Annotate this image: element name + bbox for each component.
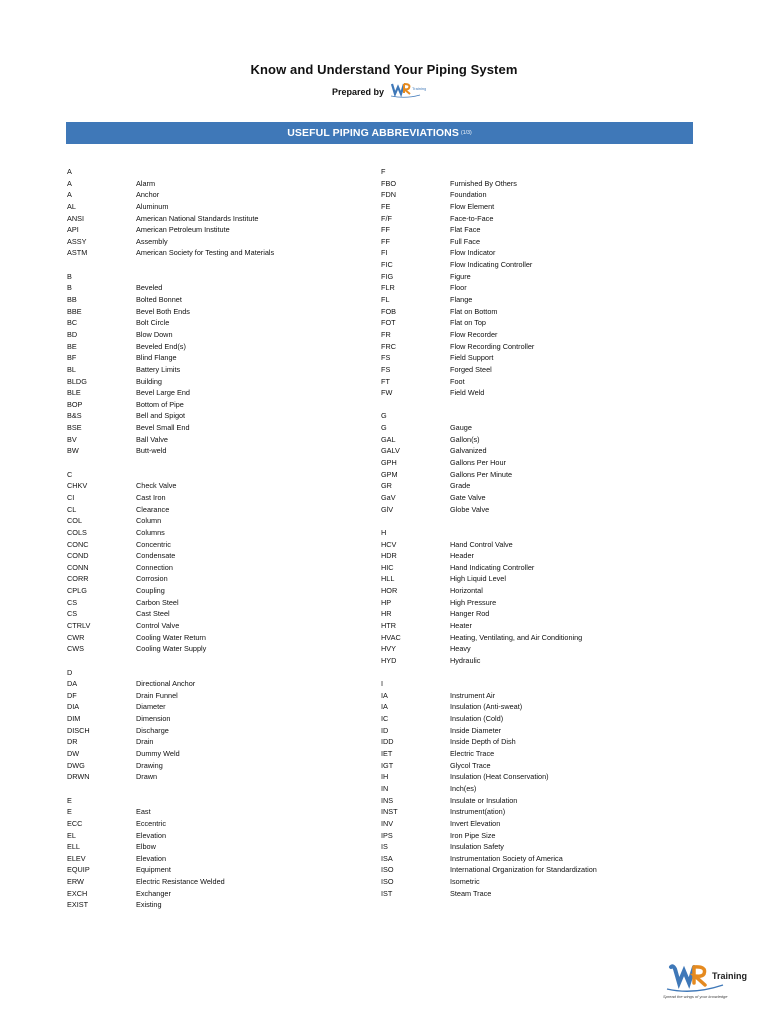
svg-text:Training: Training <box>412 86 426 91</box>
abbreviation-code: BSE <box>67 423 82 433</box>
abbreviation-code: EXIST <box>67 900 89 910</box>
abbreviation-meaning: Coupling <box>136 586 165 596</box>
abbreviation-meaning: Flow Indicating Controller <box>450 260 533 270</box>
abbreviation-meaning: Electric Trace <box>450 749 495 759</box>
abbreviation-meaning: Hydraulic <box>450 655 481 665</box>
abbreviation-code: FL <box>381 295 390 305</box>
abbreviation-code: BC <box>67 318 78 328</box>
abbreviation-code: CWR <box>67 632 85 642</box>
abbreviation-meaning: Flange <box>450 295 473 305</box>
abbreviation-meaning: Figure <box>450 271 471 281</box>
abbreviation-meaning: Insulation (Anti-sweat) <box>450 702 523 712</box>
abbreviation-meaning: Blind Flange <box>136 353 177 363</box>
abbreviation-meaning: Drawn <box>136 772 158 782</box>
document-title: Know and Understand Your Piping System <box>250 62 518 77</box>
abbreviation-meaning: Inside Depth of Dish <box>450 737 516 747</box>
abbreviation-meaning: Column <box>136 516 162 526</box>
abbreviation-code: FLR <box>381 283 395 293</box>
abbreviation-meaning: Carbon Steel <box>136 597 179 607</box>
abbreviation-code: ANSI <box>67 213 85 223</box>
abbreviation-code: B <box>67 283 72 293</box>
abbreviation-code: A <box>67 178 72 188</box>
abbreviation-code: DA <box>67 679 78 689</box>
abbreviation-meaning: Grade <box>450 481 471 491</box>
abbreviation-code: FIC <box>381 260 393 270</box>
abbreviation-code: ISO <box>381 865 394 875</box>
abbreviation-code: FRC <box>381 341 396 351</box>
abbreviation-meaning: Insulation (Heat Conservation) <box>450 772 549 782</box>
abbreviation-meaning: Condensate <box>136 551 176 561</box>
abbreviation-meaning: Bolted Bonnet <box>136 295 182 305</box>
abbreviation-code: IC <box>381 714 389 724</box>
abbreviation-meaning: Columns <box>136 527 165 537</box>
abbreviation-meaning: Instrumentation Society of America <box>450 853 563 863</box>
abbreviation-meaning: Diameter <box>136 702 166 712</box>
abbreviation-code: GR <box>381 481 392 491</box>
prepared-by-label: Prepared by <box>332 87 385 97</box>
abbreviation-meaning: Dummy Weld <box>136 749 180 759</box>
abbreviation-code: HIC <box>381 562 394 572</box>
abbreviation-code: BLE <box>67 388 81 398</box>
abbreviation-code: BL <box>67 364 76 374</box>
abbreviation-meaning: Cast Iron <box>136 492 166 502</box>
abbreviation-code: IET <box>381 749 393 759</box>
abbreviation-meaning: Concentric <box>136 539 171 549</box>
abbreviation-meaning: Gallons Per Hour <box>450 458 506 468</box>
abbreviation-code: HOR <box>381 586 398 596</box>
abbreviation-meaning: Instrument(ation) <box>450 807 506 817</box>
abbreviation-code: BOP <box>67 399 83 409</box>
section-letter: G <box>381 411 387 421</box>
abbreviation-code: CL <box>67 504 77 514</box>
abbreviation-meaning: Bottom of Pipe <box>136 399 184 409</box>
abbreviation-meaning: Heavy <box>450 644 471 654</box>
abbreviation-meaning: Glycol Trace <box>450 760 491 770</box>
abbreviation-code: BLDG <box>67 376 87 386</box>
abbreviation-meaning: Inch(es) <box>450 783 477 793</box>
abbreviation-meaning: Floor <box>450 283 467 293</box>
abbreviation-code: IDD <box>381 737 394 747</box>
section-letter: A <box>67 167 72 176</box>
abbreviation-code: HVAC <box>381 632 401 642</box>
abbreviation-meaning: Flow Indicator <box>450 248 496 258</box>
abbreviation-meaning: Dimension <box>136 714 171 724</box>
abbreviation-code: FF <box>381 225 390 235</box>
abbreviation-meaning: Elevation <box>136 853 167 863</box>
abbreviation-meaning: Building <box>136 376 162 386</box>
abbreviation-code: GAL <box>381 434 396 444</box>
abbreviation-meaning: Exchanger <box>136 888 171 898</box>
abbreviation-code: DRWN <box>67 772 90 782</box>
abbreviation-code: ECC <box>67 818 83 828</box>
wr-training-logo-small <box>386 80 426 100</box>
section-letter: H <box>381 527 387 537</box>
logo-tagline: Spread the wings of your knowledge <box>663 994 728 999</box>
abbreviation-code: FBO <box>381 178 396 188</box>
abbreviation-code: CS <box>67 609 78 619</box>
section-letter: E <box>67 795 72 805</box>
abbreviation-code: FIG <box>381 271 394 281</box>
abbreviation-meaning: Bell and Spigot <box>136 411 186 421</box>
abbreviation-meaning: Elbow <box>136 842 156 852</box>
abbreviation-code: BF <box>67 353 77 363</box>
abbreviation-meaning: Bolt Circle <box>136 318 170 328</box>
abbreviation-code: FW <box>381 388 393 398</box>
abbreviation-code: ID <box>381 725 389 735</box>
abbreviation-code: FE <box>381 201 391 211</box>
abbreviation-code: ISO <box>381 877 394 887</box>
abbreviation-code: DIM <box>67 714 81 724</box>
abbreviation-code: API <box>67 225 79 235</box>
abbreviation-meaning: Field Support <box>450 353 494 363</box>
abbreviation-meaning: East <box>136 807 151 817</box>
abbreviation-meaning: American Society for Testing and Materials <box>136 248 275 258</box>
abbreviation-code: DWG <box>67 760 85 770</box>
abbreviation-code: BBE <box>67 306 82 316</box>
abbreviation-meaning: Foundation <box>450 190 487 200</box>
abbreviation-meaning: Directional Anchor <box>136 679 196 689</box>
abbreviation-meaning: Flat on Top <box>450 318 486 328</box>
abbreviation-code: GaV <box>381 492 396 502</box>
abbreviation-meaning: Cooling Water Supply <box>136 644 207 654</box>
abbreviation-meaning: American National Standards Institute <box>136 213 259 223</box>
abbreviation-code: DF <box>67 690 77 700</box>
abbreviation-code: GALV <box>381 446 400 456</box>
banner-title: USEFUL PIPING ABBREVIATIONS <box>287 127 459 139</box>
abbreviation-code: EL <box>67 830 76 840</box>
abbreviation-code: GPM <box>381 469 398 479</box>
abbreviation-meaning: Corrosion <box>136 574 168 584</box>
abbreviation-meaning: Hand Control Valve <box>450 539 513 549</box>
abbreviation-meaning: High Pressure <box>450 597 497 607</box>
abbreviation-meaning: Insulation (Cold) <box>450 714 504 724</box>
abbreviation-meaning: Battery Limits <box>136 364 181 374</box>
abbreviation-meaning: Invert Elevation <box>450 818 501 828</box>
abbreviation-meaning: Hand Indicating Controller <box>450 562 535 572</box>
abbreviation-meaning: Control Valve <box>136 620 180 630</box>
abbreviation-meaning: Furnished By Others <box>450 178 517 188</box>
abbreviation-code: HDR <box>381 551 397 561</box>
abbreviation-meaning: Beveled <box>136 283 163 293</box>
abbreviation-meaning: Electric Resistance Welded <box>136 877 225 887</box>
abbreviation-meaning: Drawing <box>136 760 163 770</box>
abbreviation-meaning: Cooling Water Return <box>136 632 206 642</box>
abbreviation-meaning: Hanger Rod <box>450 609 490 619</box>
abbreviation-code: BW <box>67 446 79 456</box>
abbreviation-meaning: High Liquid Level <box>450 574 506 584</box>
abbreviation-code: ASTM <box>67 248 88 258</box>
abbreviation-meaning: Full Face <box>450 236 481 246</box>
abbreviation-code: IH <box>381 772 389 782</box>
abbreviation-meaning: Heater <box>450 620 472 630</box>
abbreviation-code: BE <box>67 341 77 351</box>
abbreviation-meaning: Heating, Ventilating, and Air Conditioning <box>450 632 583 642</box>
abbreviation-meaning: Flat Face <box>450 225 481 235</box>
abbreviation-code: ISA <box>381 853 393 863</box>
wr-training-logo <box>663 961 763 1001</box>
abbreviation-meaning: Insulation Safety <box>450 842 504 852</box>
abbreviation-meaning: Galvanized <box>450 446 487 456</box>
abbreviation-code: ELEV <box>67 853 86 863</box>
abbreviation-code: BV <box>67 434 77 444</box>
abbreviation-meaning: Globe Valve <box>450 504 490 514</box>
abbreviation-code: HVY <box>381 644 397 654</box>
abbreviation-meaning: Bevel Small End <box>136 423 190 433</box>
abbreviation-code: HCV <box>381 539 397 549</box>
abbreviation-meaning: Inside Diameter <box>450 725 502 735</box>
abbreviation-code: FDN <box>381 190 396 200</box>
abbreviation-meaning: Equipment <box>136 865 171 875</box>
abbreviation-code: G <box>381 423 387 433</box>
abbreviation-meaning: Foot <box>450 376 465 386</box>
section-banner <box>66 122 693 144</box>
abbreviation-meaning: Clearance <box>136 504 170 514</box>
section-letter: B <box>67 271 72 281</box>
abbreviation-code: E <box>67 807 72 817</box>
abbreviation-meaning: Insulate or Insulation <box>450 795 518 805</box>
abbreviation-code: FR <box>381 329 391 339</box>
abbreviation-code: ELL <box>67 842 80 852</box>
abbreviation-code: INV <box>381 818 394 828</box>
abbreviation-meaning: American Petroleum Institute <box>136 225 230 235</box>
section-letter: C <box>67 469 73 479</box>
abbreviation-code: BD <box>67 329 78 339</box>
abbreviation-code: FI <box>381 248 388 258</box>
abbreviation-meaning: Assembly <box>136 236 168 246</box>
abbreviation-code: DISCH <box>67 725 90 735</box>
abbreviation-code: DR <box>67 737 78 747</box>
abbreviation-code: IN <box>381 783 389 793</box>
abbreviation-code: CORR <box>67 574 89 584</box>
abbreviation-meaning: Existing <box>136 900 162 910</box>
abbreviation-code: IST <box>381 888 393 898</box>
abbreviation-meaning: Drain Funnel <box>136 690 178 700</box>
abbreviation-code: CI <box>67 492 75 502</box>
abbreviation-code: IS <box>381 842 388 852</box>
abbreviation-code: DW <box>67 749 80 759</box>
abbreviation-code: FOT <box>381 318 396 328</box>
abbreviation-meaning: Check Valve <box>136 481 177 491</box>
abbreviation-code: IA <box>381 702 388 712</box>
abbreviation-meaning: Bevel Large End <box>136 388 190 398</box>
abbreviation-meaning: Alarm <box>136 178 156 188</box>
abbreviation-code: HLL <box>381 574 395 584</box>
abbreviation-code: COND <box>67 551 89 561</box>
abbreviation-meaning: Eccentric <box>136 818 167 828</box>
abbreviation-code: BB <box>67 295 77 305</box>
banner-page-indicator: (1/3) <box>460 130 472 136</box>
abbreviation-meaning: Header <box>450 551 474 561</box>
abbreviation-code: IA <box>381 690 388 700</box>
abbreviation-meaning: Horizontal <box>450 586 483 596</box>
abbreviation-code: GlV <box>381 504 394 514</box>
abbreviation-meaning: Butt-weld <box>136 446 167 456</box>
abbreviation-meaning: Connection <box>136 562 173 572</box>
abbreviation-meaning: Steam Trace <box>450 888 492 898</box>
abbreviation-code: CWS <box>67 644 85 654</box>
abbreviation-code: FS <box>381 364 391 374</box>
section-letter: I <box>381 679 384 689</box>
logo-text: Training <box>712 971 748 981</box>
abbreviation-code: EXCH <box>67 888 88 898</box>
section-letter: F <box>381 167 386 176</box>
abbreviation-meaning: Cast Steel <box>136 609 170 619</box>
abbreviation-code: CHKV <box>67 481 88 491</box>
abbreviation-meaning: Bevel Both Ends <box>136 306 190 316</box>
abbreviation-meaning: Field Weld <box>450 388 485 398</box>
abbreviation-meaning: Gate Valve <box>450 492 486 502</box>
abbreviation-code: ERW <box>67 877 84 887</box>
abbreviation-meaning: Drain <box>136 737 154 747</box>
abbreviation-code: ASSY <box>67 236 87 246</box>
abbreviation-meaning: Discharge <box>136 725 169 735</box>
abbreviation-code: DIA <box>67 702 80 712</box>
abbreviation-code: IPS <box>381 830 393 840</box>
abbreviation-meaning: Gallons Per Minute <box>450 469 513 479</box>
abbreviation-meaning: Ball Valve <box>136 434 168 444</box>
abbreviation-meaning: International Organization for Standardization <box>450 865 597 875</box>
section-letter: D <box>67 667 73 677</box>
abbreviation-code: FOB <box>381 306 396 316</box>
abbreviation-meaning: Face-to-Face <box>450 213 494 223</box>
abbreviation-code: HP <box>381 597 392 607</box>
abbreviation-meaning: Gallon(s) <box>450 434 480 444</box>
abbreviation-code: CPLG <box>67 586 87 596</box>
abbreviation-code: FF <box>381 236 390 246</box>
abbreviation-code: INS <box>381 795 394 805</box>
abbreviation-meaning: Elevation <box>136 830 167 840</box>
abbreviation-meaning: Isometric <box>450 877 480 887</box>
abbreviation-code: INST <box>381 807 398 817</box>
abbreviation-code: AL <box>67 201 76 211</box>
abbreviation-code: COL <box>67 516 83 526</box>
abbreviation-code: HR <box>381 609 392 619</box>
abbreviation-code: GPH <box>381 458 397 468</box>
abbreviation-meaning: Flow Recorder <box>450 329 498 339</box>
abbreviation-code: FS <box>381 353 391 363</box>
abbreviation-code: CONC <box>67 539 89 549</box>
abbreviation-code: A <box>67 190 72 200</box>
abbreviation-meaning: Iron Pipe Size <box>450 830 496 840</box>
abbreviation-code: CTRLV <box>67 620 91 630</box>
abbreviation-code: F/F <box>381 213 392 223</box>
abbreviation-meaning: Gauge <box>450 423 472 433</box>
abbreviation-code: B&S <box>67 411 82 421</box>
abbreviation-meaning: Flat on Bottom <box>450 306 498 316</box>
abbreviation-meaning: Flow Recording Controller <box>450 341 535 351</box>
abbreviation-meaning: Beveled End(s) <box>136 341 186 351</box>
abbreviation-code: HYD <box>381 655 397 665</box>
abbreviation-code: COLS <box>67 527 87 537</box>
abbreviation-meaning: Forged Steel <box>450 364 492 374</box>
abbreviation-meaning: Blow Down <box>136 329 173 339</box>
abbreviation-code: HTR <box>381 620 396 630</box>
abbreviation-code: CONN <box>67 562 89 572</box>
abbreviation-meaning: Anchor <box>136 190 160 200</box>
abbreviation-code: IGT <box>381 760 394 770</box>
abbreviation-meaning: Aluminum <box>136 201 169 211</box>
abbreviation-code: FT <box>381 376 390 386</box>
abbreviation-code: EQUIP <box>67 865 90 875</box>
abbreviation-code: CS <box>67 597 78 607</box>
abbreviation-meaning: Flow Element <box>450 201 495 211</box>
abbreviation-meaning: Instrument Air <box>450 690 496 700</box>
